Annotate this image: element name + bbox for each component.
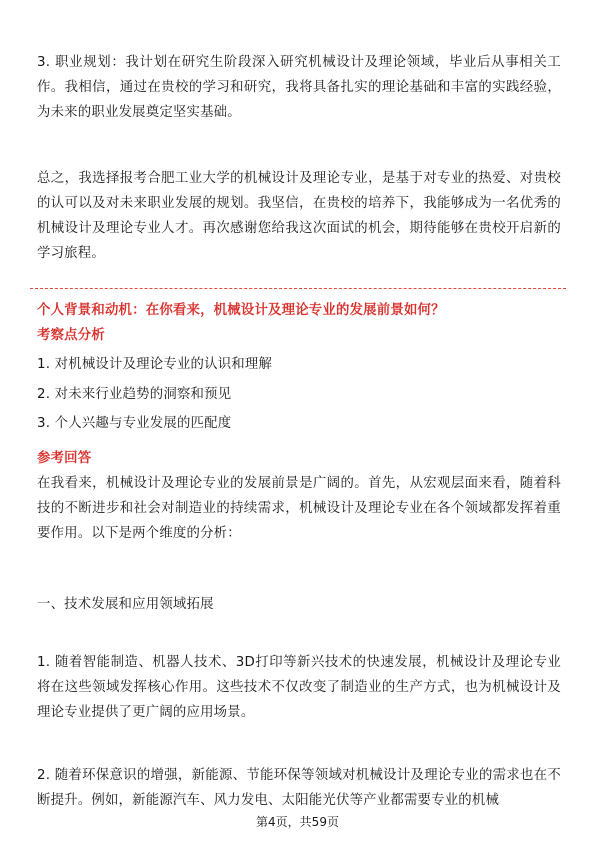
page-number-footer: 第4页，共59页 [256,815,339,829]
section-divider [30,288,566,289]
point-one-paragraph: 1. 随着智能制造、机器人技术、3D打印等新兴技术的快速发展，机械设计及理论专业将在这些领域发挥核心作用。这些技术不仅改变了制造业的生产方式，也为机械设计及理论专业提供了更广阔的应用场景。 [37,655,561,720]
point-two-paragraph: 2. 随着环保意识的增强，新能源、节能环保等领域对机械设计及理论专业的需求也在不断提升。例如，新能源汽车、风力发电、太阳能光伏等产业都需要专业的机械 [37,768,561,808]
career-plan-paragraph: 3. 职业规划：我计划在研究生阶段深入研究机械设计及理论领域，毕业后从事相关工作。我相信，通过在贵校的学习和研究，我将具备扎实的理论基础和丰富的实践经验，为未来的职业发展奠定坚实基础。 [37,55,561,120]
summary-paragraph: 总之，我选择报考合肥工业大学的机械设计及理论专业，是基于对专业的热爱、对贵校的认可以及对未来职业发展的规划。我坚信，在贵校的培养下，我能够成为一名优秀的机械设计及理论专业人才。再次感谢您给我这次面试的机会，期待能够在贵校开启新的学习旅程。 [37,171,561,261]
section-one-title: 一、技术发展和应用领域拓展 [37,597,214,612]
analysis-item-3: 3. 个人兴趣与专业发展的匹配度 [37,416,232,431]
question-title: 个人背景和动机：在你看来，机械设计及理论专业的发展前景如何？ [37,303,445,318]
analysis-item-1: 1. 对机械设计及理论专业的认识和理解 [37,357,273,372]
answer-intro-paragraph: 在我看来，机械设计及理论专业的发展前景是广阔的。首先，从宏观层面来看，随着科技的不断进步和社会对制造业的持续需求，机械设计及理论专业在各个领域都发挥着重要作用。以下是两个维度的分析： [37,476,561,541]
analysis-item-2: 2. 对未来行业趋势的洞察和预见 [37,387,232,402]
analysis-label: 考察点分析 [37,328,105,343]
answer-label: 参考回答 [37,451,92,466]
